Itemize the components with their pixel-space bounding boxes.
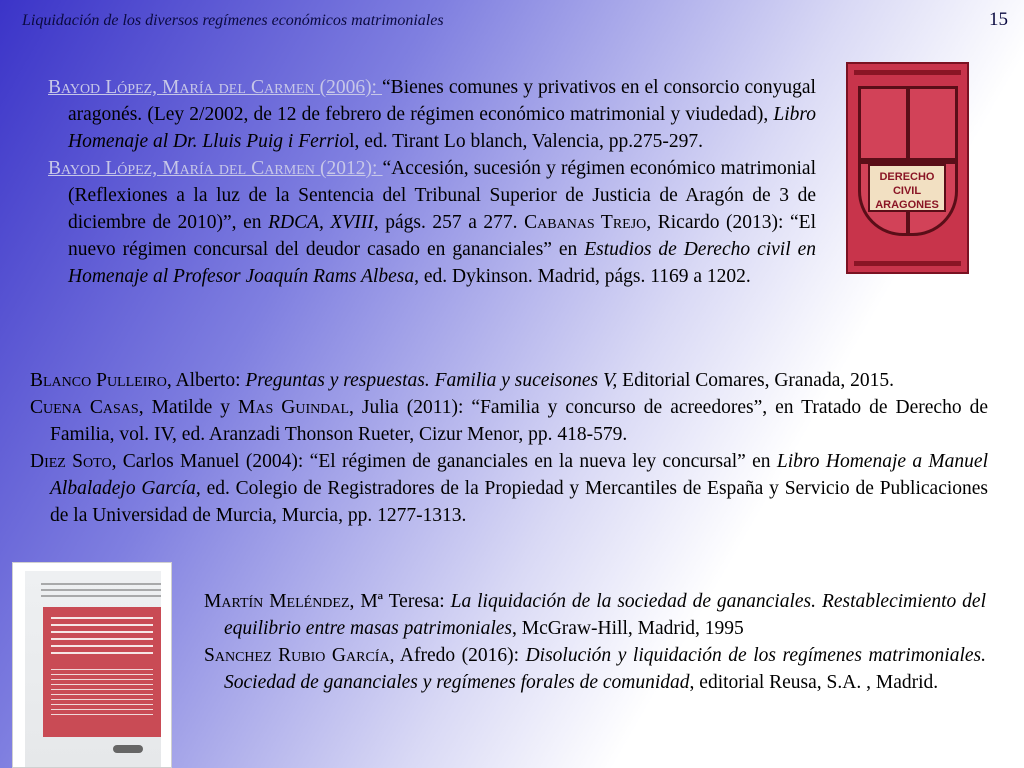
reference-text: l, ed. Tirant Lo blanch, Valencia, pp.275-297. bbox=[349, 131, 703, 152]
reference-text: , ed. Dykinson. Madrid, págs. 1169 a 1202. bbox=[414, 266, 751, 287]
cover-label-line: ARAGONES bbox=[875, 199, 939, 211]
reference-text: “Accesión, sucesión y régimen económico matrimonial (Reflexiones a la luz de la Sentencia del Tribunal Superior de Justicia de Aragón de 3 de diciembre de 2010)”, en bbox=[68, 158, 816, 233]
reference-author-link[interactable]: Bayod López, María del Carmen (2006): bbox=[48, 77, 383, 98]
reference-text: , Mª Teresa: bbox=[349, 591, 451, 612]
cover-bottom-band bbox=[854, 261, 961, 266]
reference-text: , ed. Colegio de Registradores de la Propiedad y Mercantiles de España y Servicio de Publicaciones de la Universidad de Murcia, Murcia, pp. 1277-1313. bbox=[50, 478, 989, 526]
reference-list-middle bbox=[30, 367, 988, 529]
reference-author: Martín Meléndez bbox=[204, 591, 350, 612]
reference-text: , Afredo (2016): bbox=[389, 645, 526, 666]
reference-text: , Matilde y bbox=[138, 397, 239, 418]
reference-title: Libro Homenaje a Manuel Albaladejo García bbox=[50, 451, 989, 499]
page-number: 15 bbox=[989, 9, 1008, 30]
reference-text: , Alberto: bbox=[166, 370, 246, 391]
publisher-logo bbox=[113, 745, 143, 753]
book-cover-derecho-civil-aragones bbox=[846, 62, 969, 274]
reference-text: , págs. 257 a 277. bbox=[373, 212, 525, 233]
reference-list-bottom bbox=[204, 588, 986, 696]
cover-title-lines bbox=[51, 617, 153, 657]
reference-title: RDCA, XVIII bbox=[268, 212, 374, 233]
cover-author-lines bbox=[41, 583, 161, 601]
reference-list-top bbox=[48, 74, 816, 290]
reference-author: Cabanas Trejo bbox=[524, 212, 647, 233]
reference-author-link[interactable]: Bayod López, María del Carmen (2012): bbox=[48, 158, 383, 179]
reference-text: , editorial Reusa, S.A. , Madrid. bbox=[689, 672, 939, 693]
reference-text: , Julia (2011): “Familia y concurso de acreedores”, en Tratado de Derecho de Familia, vol. IV, ed. Aranzadi Thonson Rueter, Cizur Menor, pp. 418-579. bbox=[50, 397, 988, 445]
book-cover-tratado-derecho-familia bbox=[12, 562, 172, 768]
slide-header-title: Liquidación de los diversos regímenes económicos matrimoniales bbox=[22, 12, 444, 29]
reference-blanco bbox=[30, 367, 988, 394]
cover-title-label bbox=[868, 164, 946, 212]
reference-martin bbox=[204, 588, 986, 642]
reference-diez bbox=[30, 448, 989, 529]
reference-text: “Bienes comunes y privativos en el consorcio conyugal aragonés. (Ley 2/2002, de 12 de febrero de régimen económico matrimonial y viudedad), bbox=[68, 77, 816, 125]
reference-author: Mas Guindal bbox=[238, 397, 349, 418]
reference-cuena bbox=[30, 394, 988, 448]
cover-label-line: CIVIL bbox=[892, 185, 922, 197]
cover-label-line: DERECHO bbox=[879, 171, 935, 183]
reference-sanchez bbox=[204, 642, 986, 696]
reference-bayod-2006 bbox=[48, 74, 816, 155]
reference-title: Estudios de Derecho civil en Homenaje al Profesor Joaquín Rams Albesa bbox=[68, 239, 816, 287]
cover-title-box bbox=[43, 607, 161, 737]
reference-title: Disolución y liquidación de los regímenes matrimoniales. Sociedad de gananciales y regímenes forales de comunidad bbox=[224, 645, 986, 693]
reference-author: Blanco Pulleiro bbox=[30, 370, 167, 391]
cover-subtitle-lines bbox=[51, 669, 153, 719]
reference-author: Cuena Casas bbox=[30, 397, 139, 418]
reference-title: La liquidación de la sociedad de gananciales. Restablecimiento del equilibrio entre masas patrimoniales bbox=[224, 591, 986, 639]
reference-author: Diez Soto bbox=[30, 451, 112, 472]
cover-background bbox=[25, 571, 161, 767]
reference-text: , Carlos Manuel (2004): “El régimen de gananciales en la nueva ley concursal” en bbox=[111, 451, 777, 472]
cover-top-band bbox=[854, 70, 961, 75]
coat-of-arms-shield bbox=[858, 86, 958, 236]
reference-text: , McGraw-Hill, Madrid, 1995 bbox=[511, 618, 744, 639]
reference-text: Editorial Comares, Granada, 2015. bbox=[617, 370, 894, 391]
reference-title: Preguntas y respuestas. Familia y suceisones V, bbox=[245, 370, 618, 391]
reference-bayod-2012 bbox=[48, 155, 816, 290]
reference-author: Sanchez Rubio García bbox=[204, 645, 390, 666]
reference-title: Libro Homenaje al Dr. Lluis Puig i Ferrio bbox=[68, 104, 816, 152]
reference-text: , Ricardo (2013): “El nuevo régimen concursal del deudor casado en gananciales” en bbox=[68, 212, 816, 260]
